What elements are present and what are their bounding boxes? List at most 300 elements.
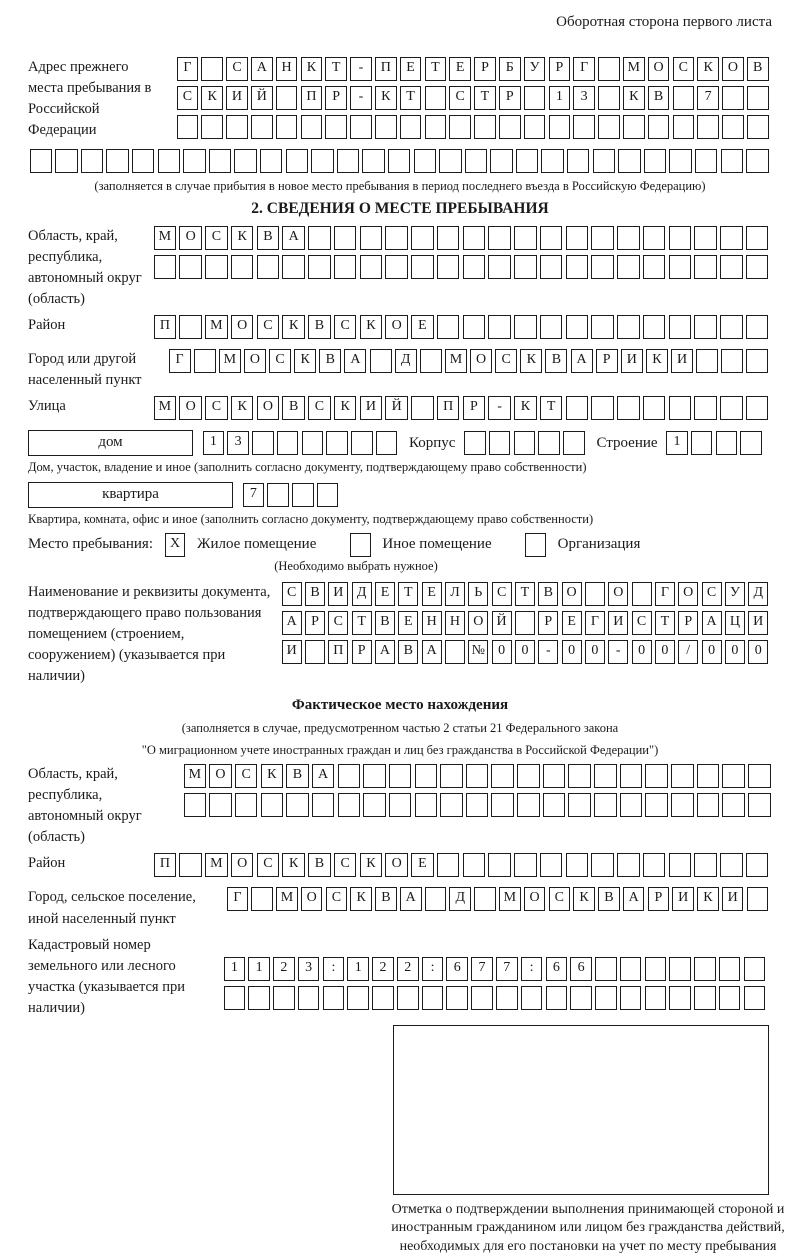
char-cell[interactable] bbox=[437, 226, 460, 250]
char-cell[interactable] bbox=[360, 255, 383, 279]
char-cell[interactable]: Т bbox=[325, 57, 347, 81]
char-cell[interactable]: Г bbox=[585, 611, 605, 635]
char-cell[interactable] bbox=[400, 115, 422, 139]
char-cell[interactable] bbox=[420, 349, 442, 373]
char-cell[interactable] bbox=[620, 793, 642, 817]
char-cell[interactable]: И bbox=[672, 887, 694, 911]
char-cell[interactable] bbox=[570, 986, 592, 1010]
char-cell[interactable]: В bbox=[308, 853, 331, 877]
char-cell[interactable]: X bbox=[165, 533, 186, 557]
char-cell[interactable] bbox=[697, 115, 719, 139]
char-cell[interactable] bbox=[277, 431, 299, 455]
stay-option-organization-checkbox[interactable] bbox=[524, 533, 548, 557]
char-cell[interactable] bbox=[257, 255, 280, 279]
char-cell[interactable] bbox=[617, 255, 640, 279]
char-cell[interactable] bbox=[671, 793, 693, 817]
char-cell[interactable] bbox=[645, 986, 667, 1010]
char-cell[interactable]: В bbox=[319, 349, 341, 373]
char-cell[interactable]: О bbox=[470, 349, 492, 373]
char-cell[interactable] bbox=[591, 853, 614, 877]
char-cell[interactable]: : bbox=[323, 957, 345, 981]
char-cell[interactable]: К bbox=[514, 396, 537, 420]
char-cell[interactable]: М bbox=[219, 349, 241, 373]
char-cell[interactable]: Р bbox=[305, 611, 325, 635]
char-cell[interactable] bbox=[694, 226, 717, 250]
char-cell[interactable] bbox=[669, 853, 692, 877]
char-cell[interactable] bbox=[292, 483, 314, 507]
char-cell[interactable]: Е bbox=[398, 611, 418, 635]
char-cell[interactable]: 3 bbox=[573, 86, 595, 110]
char-cell[interactable] bbox=[595, 957, 617, 981]
char-cell[interactable] bbox=[362, 149, 384, 173]
char-cell[interactable] bbox=[716, 431, 738, 455]
char-cell[interactable] bbox=[746, 349, 768, 373]
char-cell[interactable]: 6 bbox=[570, 957, 592, 981]
char-cell[interactable]: 7 bbox=[471, 957, 493, 981]
char-cell[interactable] bbox=[645, 793, 667, 817]
char-cell[interactable]: Р bbox=[648, 887, 670, 911]
char-cell[interactable]: М bbox=[205, 853, 228, 877]
char-cell[interactable] bbox=[224, 986, 246, 1010]
char-cell[interactable] bbox=[201, 115, 223, 139]
char-cell[interactable] bbox=[720, 853, 743, 877]
char-cell[interactable] bbox=[308, 226, 331, 250]
char-cell[interactable] bbox=[746, 315, 769, 339]
char-cell[interactable] bbox=[132, 149, 154, 173]
char-cell[interactable]: Р bbox=[678, 611, 698, 635]
char-cell[interactable]: 6 bbox=[446, 957, 468, 981]
char-cell[interactable] bbox=[491, 793, 513, 817]
char-cell[interactable] bbox=[540, 315, 563, 339]
char-cell[interactable]: Д bbox=[449, 887, 471, 911]
char-cell[interactable]: Д bbox=[352, 582, 372, 606]
char-cell[interactable]: А bbox=[623, 887, 645, 911]
char-cell[interactable]: В bbox=[257, 226, 280, 250]
char-cell[interactable]: 0 bbox=[748, 640, 768, 664]
char-cell[interactable]: О bbox=[468, 611, 488, 635]
char-cell[interactable] bbox=[595, 986, 617, 1010]
char-cell[interactable] bbox=[591, 315, 614, 339]
char-cell[interactable] bbox=[618, 149, 640, 173]
char-cell[interactable] bbox=[471, 986, 493, 1010]
char-cell[interactable] bbox=[440, 764, 462, 788]
char-cell[interactable] bbox=[177, 115, 199, 139]
char-cell[interactable]: А bbox=[312, 764, 334, 788]
char-cell[interactable] bbox=[437, 315, 460, 339]
char-cell[interactable]: 0 bbox=[562, 640, 582, 664]
char-cell[interactable]: К bbox=[282, 315, 305, 339]
char-cell[interactable] bbox=[235, 793, 257, 817]
char-cell[interactable] bbox=[194, 349, 216, 373]
char-cell[interactable] bbox=[617, 226, 640, 250]
char-cell[interactable] bbox=[748, 764, 770, 788]
char-cell[interactable]: Н bbox=[445, 611, 465, 635]
char-cell[interactable] bbox=[248, 986, 270, 1010]
char-cell[interactable] bbox=[488, 255, 511, 279]
char-cell[interactable]: О bbox=[231, 853, 254, 877]
char-cell[interactable] bbox=[644, 149, 666, 173]
char-cell[interactable]: Е bbox=[449, 57, 471, 81]
char-cell[interactable]: В bbox=[648, 86, 670, 110]
char-cell[interactable]: С bbox=[673, 57, 695, 81]
char-cell[interactable] bbox=[722, 793, 744, 817]
char-cell[interactable] bbox=[541, 149, 563, 173]
char-cell[interactable] bbox=[179, 255, 202, 279]
char-cell[interactable]: А bbox=[251, 57, 273, 81]
char-cell[interactable] bbox=[397, 986, 419, 1010]
char-cell[interactable] bbox=[488, 853, 511, 877]
char-cell[interactable] bbox=[514, 853, 537, 877]
char-cell[interactable]: Е bbox=[411, 315, 434, 339]
char-cell[interactable]: Г bbox=[177, 57, 199, 81]
char-cell[interactable] bbox=[415, 793, 437, 817]
char-cell[interactable] bbox=[474, 887, 496, 911]
char-cell[interactable] bbox=[251, 887, 273, 911]
char-cell[interactable] bbox=[491, 764, 513, 788]
char-cell[interactable]: - bbox=[350, 57, 372, 81]
char-cell[interactable] bbox=[695, 149, 717, 173]
char-cell[interactable]: К bbox=[375, 86, 397, 110]
char-cell[interactable]: Т bbox=[352, 611, 372, 635]
char-cell[interactable]: М bbox=[205, 315, 228, 339]
char-cell[interactable]: К bbox=[697, 887, 719, 911]
char-cell[interactable] bbox=[669, 315, 692, 339]
char-cell[interactable]: К bbox=[261, 764, 283, 788]
char-cell[interactable] bbox=[748, 793, 770, 817]
char-cell[interactable]: С bbox=[632, 611, 652, 635]
char-cell[interactable]: О bbox=[562, 582, 582, 606]
char-cell[interactable]: К bbox=[334, 396, 357, 420]
char-cell[interactable] bbox=[437, 853, 460, 877]
char-cell[interactable] bbox=[566, 255, 589, 279]
char-cell[interactable] bbox=[598, 57, 620, 81]
char-cell[interactable]: 1 bbox=[224, 957, 246, 981]
char-cell[interactable]: Б bbox=[499, 57, 521, 81]
char-cell[interactable]: О bbox=[722, 57, 744, 81]
char-cell[interactable] bbox=[517, 764, 539, 788]
char-cell[interactable]: М bbox=[154, 226, 177, 250]
char-cell[interactable] bbox=[311, 149, 333, 173]
char-cell[interactable] bbox=[464, 431, 486, 455]
char-cell[interactable] bbox=[106, 149, 128, 173]
char-cell[interactable] bbox=[568, 793, 590, 817]
char-cell[interactable]: В bbox=[305, 582, 325, 606]
char-cell[interactable] bbox=[490, 149, 512, 173]
char-cell[interactable]: И bbox=[282, 640, 302, 664]
char-cell[interactable]: Г bbox=[655, 582, 675, 606]
char-cell[interactable]: О bbox=[524, 887, 546, 911]
char-cell[interactable]: Ь bbox=[468, 582, 488, 606]
char-cell[interactable]: К bbox=[623, 86, 645, 110]
char-cell[interactable] bbox=[643, 315, 666, 339]
char-cell[interactable]: С bbox=[492, 582, 512, 606]
char-cell[interactable] bbox=[425, 887, 447, 911]
char-cell[interactable]: О bbox=[179, 396, 202, 420]
char-cell[interactable] bbox=[286, 793, 308, 817]
char-cell[interactable] bbox=[669, 226, 692, 250]
char-cell[interactable]: А bbox=[571, 349, 593, 373]
char-cell[interactable] bbox=[620, 957, 642, 981]
char-cell[interactable] bbox=[325, 115, 347, 139]
char-cell[interactable]: Н bbox=[422, 611, 442, 635]
char-cell[interactable]: К bbox=[573, 887, 595, 911]
char-cell[interactable] bbox=[337, 149, 359, 173]
char-cell[interactable]: Т bbox=[398, 582, 418, 606]
char-cell[interactable] bbox=[440, 793, 462, 817]
char-cell[interactable] bbox=[425, 86, 447, 110]
char-cell[interactable]: 2 bbox=[397, 957, 419, 981]
char-cell[interactable] bbox=[282, 255, 305, 279]
char-cell[interactable] bbox=[540, 255, 563, 279]
char-cell[interactable]: И bbox=[360, 396, 383, 420]
char-cell[interactable] bbox=[720, 396, 743, 420]
char-cell[interactable] bbox=[463, 226, 486, 250]
char-cell[interactable] bbox=[422, 986, 444, 1010]
char-cell[interactable] bbox=[747, 887, 769, 911]
char-cell[interactable] bbox=[540, 853, 563, 877]
char-cell[interactable]: - bbox=[488, 396, 511, 420]
char-cell[interactable]: 3 bbox=[227, 431, 249, 455]
char-cell[interactable]: С bbox=[235, 764, 257, 788]
char-cell[interactable]: / bbox=[678, 640, 698, 664]
char-cell[interactable]: А bbox=[375, 640, 395, 664]
char-cell[interactable] bbox=[671, 764, 693, 788]
char-cell[interactable] bbox=[720, 255, 743, 279]
char-cell[interactable] bbox=[179, 853, 202, 877]
char-cell[interactable] bbox=[524, 86, 546, 110]
char-cell[interactable] bbox=[740, 431, 762, 455]
char-cell[interactable]: У bbox=[524, 57, 546, 81]
char-cell[interactable] bbox=[722, 86, 744, 110]
char-cell[interactable]: М bbox=[623, 57, 645, 81]
char-cell[interactable]: 0 bbox=[702, 640, 722, 664]
char-cell[interactable]: И bbox=[608, 611, 628, 635]
char-cell[interactable]: С bbox=[226, 57, 248, 81]
char-cell[interactable]: Е bbox=[400, 57, 422, 81]
char-cell[interactable] bbox=[566, 226, 589, 250]
char-cell[interactable] bbox=[567, 149, 589, 173]
char-cell[interactable] bbox=[694, 255, 717, 279]
char-cell[interactable] bbox=[585, 582, 605, 606]
char-cell[interactable] bbox=[298, 986, 320, 1010]
char-cell[interactable] bbox=[694, 986, 716, 1010]
char-cell[interactable] bbox=[496, 986, 518, 1010]
char-cell[interactable] bbox=[312, 793, 334, 817]
char-cell[interactable] bbox=[691, 431, 713, 455]
char-cell[interactable] bbox=[317, 483, 339, 507]
char-cell[interactable] bbox=[746, 255, 769, 279]
char-cell[interactable]: О bbox=[678, 582, 698, 606]
char-cell[interactable] bbox=[466, 793, 488, 817]
char-cell[interactable] bbox=[721, 349, 743, 373]
char-cell[interactable] bbox=[376, 431, 398, 455]
char-cell[interactable] bbox=[184, 793, 206, 817]
char-cell[interactable] bbox=[302, 431, 324, 455]
char-cell[interactable]: : bbox=[521, 957, 543, 981]
char-cell[interactable] bbox=[415, 764, 437, 788]
char-cell[interactable]: А bbox=[702, 611, 722, 635]
char-cell[interactable]: В bbox=[747, 57, 769, 81]
char-cell[interactable] bbox=[466, 764, 488, 788]
char-cell[interactable]: О bbox=[608, 582, 628, 606]
char-cell[interactable]: 7 bbox=[496, 957, 518, 981]
char-cell[interactable] bbox=[669, 957, 691, 981]
char-cell[interactable] bbox=[55, 149, 77, 173]
char-cell[interactable]: К bbox=[294, 349, 316, 373]
char-cell[interactable] bbox=[598, 86, 620, 110]
char-cell[interactable] bbox=[721, 149, 743, 173]
char-cell[interactable]: 2 bbox=[372, 957, 394, 981]
char-cell[interactable]: № bbox=[468, 640, 488, 664]
char-cell[interactable]: Й bbox=[492, 611, 512, 635]
char-cell[interactable] bbox=[260, 149, 282, 173]
char-cell[interactable] bbox=[591, 396, 614, 420]
char-cell[interactable] bbox=[411, 226, 434, 250]
char-cell[interactable] bbox=[524, 115, 546, 139]
char-cell[interactable] bbox=[719, 957, 741, 981]
char-cell[interactable]: С bbox=[702, 582, 722, 606]
char-cell[interactable] bbox=[720, 226, 743, 250]
char-cell[interactable]: Р bbox=[596, 349, 618, 373]
char-cell[interactable]: 0 bbox=[632, 640, 652, 664]
char-cell[interactable] bbox=[389, 793, 411, 817]
char-cell[interactable] bbox=[334, 255, 357, 279]
char-cell[interactable]: Т bbox=[474, 86, 496, 110]
char-cell[interactable] bbox=[645, 957, 667, 981]
char-cell[interactable]: Т bbox=[540, 396, 563, 420]
char-cell[interactable]: Г bbox=[573, 57, 595, 81]
char-cell[interactable] bbox=[566, 396, 589, 420]
char-cell[interactable] bbox=[746, 149, 768, 173]
char-cell[interactable]: О bbox=[257, 396, 280, 420]
char-cell[interactable] bbox=[720, 315, 743, 339]
char-cell[interactable]: 7 bbox=[243, 483, 265, 507]
char-cell[interactable]: К bbox=[697, 57, 719, 81]
char-cell[interactable] bbox=[632, 582, 652, 606]
char-cell[interactable]: 1 bbox=[666, 431, 688, 455]
char-cell[interactable]: С bbox=[205, 226, 228, 250]
char-cell[interactable]: С bbox=[328, 611, 348, 635]
char-cell[interactable] bbox=[209, 793, 231, 817]
char-cell[interactable] bbox=[568, 764, 590, 788]
char-cell[interactable]: И bbox=[226, 86, 248, 110]
char-cell[interactable] bbox=[540, 226, 563, 250]
char-cell[interactable] bbox=[697, 764, 719, 788]
char-cell[interactable]: В bbox=[308, 315, 331, 339]
char-cell[interactable]: Т bbox=[425, 57, 447, 81]
char-cell[interactable] bbox=[617, 853, 640, 877]
char-cell[interactable]: М bbox=[445, 349, 467, 373]
char-cell[interactable] bbox=[425, 115, 447, 139]
char-cell[interactable]: С bbox=[205, 396, 228, 420]
char-cell[interactable]: 3 bbox=[298, 957, 320, 981]
char-cell[interactable]: Р bbox=[463, 396, 486, 420]
char-cell[interactable] bbox=[514, 255, 537, 279]
char-cell[interactable]: 0 bbox=[515, 640, 535, 664]
char-cell[interactable]: И bbox=[328, 582, 348, 606]
char-cell[interactable] bbox=[643, 226, 666, 250]
char-cell[interactable] bbox=[673, 86, 695, 110]
char-cell[interactable] bbox=[463, 315, 486, 339]
char-cell[interactable] bbox=[648, 115, 670, 139]
char-cell[interactable]: Р bbox=[325, 86, 347, 110]
char-cell[interactable]: С bbox=[177, 86, 199, 110]
char-cell[interactable] bbox=[252, 431, 274, 455]
char-cell[interactable] bbox=[388, 149, 410, 173]
char-cell[interactable]: В bbox=[375, 887, 397, 911]
char-cell[interactable]: Л bbox=[445, 582, 465, 606]
char-cell[interactable]: 0 bbox=[585, 640, 605, 664]
char-cell[interactable]: К bbox=[231, 396, 254, 420]
char-cell[interactable] bbox=[594, 764, 616, 788]
char-cell[interactable] bbox=[276, 86, 298, 110]
char-cell[interactable]: Р bbox=[549, 57, 571, 81]
char-cell[interactable]: П bbox=[154, 315, 177, 339]
char-cell[interactable]: П bbox=[437, 396, 460, 420]
char-cell[interactable] bbox=[350, 115, 372, 139]
char-cell[interactable]: А bbox=[422, 640, 442, 664]
char-cell[interactable] bbox=[514, 431, 536, 455]
char-cell[interactable] bbox=[231, 255, 254, 279]
char-cell[interactable]: 0 bbox=[492, 640, 512, 664]
char-cell[interactable] bbox=[514, 315, 537, 339]
char-cell[interactable]: Д bbox=[395, 349, 417, 373]
char-cell[interactable] bbox=[594, 793, 616, 817]
char-cell[interactable] bbox=[744, 986, 766, 1010]
char-cell[interactable] bbox=[158, 149, 180, 173]
char-cell[interactable]: В bbox=[545, 349, 567, 373]
char-cell[interactable]: К bbox=[301, 57, 323, 81]
char-cell[interactable]: : bbox=[422, 957, 444, 981]
char-cell[interactable] bbox=[694, 396, 717, 420]
char-cell[interactable] bbox=[385, 226, 408, 250]
char-cell[interactable]: 1 bbox=[347, 957, 369, 981]
char-cell[interactable]: С bbox=[549, 887, 571, 911]
char-cell[interactable]: К bbox=[231, 226, 254, 250]
char-cell[interactable]: О bbox=[179, 226, 202, 250]
char-cell[interactable]: Р bbox=[538, 611, 558, 635]
char-cell[interactable] bbox=[234, 149, 256, 173]
char-cell[interactable] bbox=[334, 226, 357, 250]
char-cell[interactable] bbox=[617, 396, 640, 420]
char-cell[interactable] bbox=[437, 255, 460, 279]
char-cell[interactable]: П bbox=[328, 640, 348, 664]
char-cell[interactable]: Т bbox=[400, 86, 422, 110]
char-cell[interactable]: С bbox=[495, 349, 517, 373]
char-cell[interactable]: В bbox=[398, 640, 418, 664]
char-cell[interactable] bbox=[446, 986, 468, 1010]
char-cell[interactable]: С bbox=[334, 853, 357, 877]
char-cell[interactable]: Г bbox=[227, 887, 249, 911]
char-cell[interactable]: Т bbox=[515, 582, 535, 606]
char-cell[interactable]: А bbox=[282, 611, 302, 635]
char-cell[interactable] bbox=[351, 431, 373, 455]
char-cell[interactable]: В bbox=[286, 764, 308, 788]
char-cell[interactable]: Е bbox=[562, 611, 582, 635]
char-cell[interactable] bbox=[179, 315, 202, 339]
char-cell[interactable]: А bbox=[400, 887, 422, 911]
char-cell[interactable] bbox=[617, 315, 640, 339]
char-cell[interactable] bbox=[347, 986, 369, 1010]
char-cell[interactable] bbox=[154, 255, 177, 279]
char-cell[interactable] bbox=[323, 986, 345, 1010]
char-cell[interactable] bbox=[643, 853, 666, 877]
char-cell[interactable]: Й bbox=[385, 396, 408, 420]
char-cell[interactable] bbox=[747, 86, 769, 110]
char-cell[interactable]: К bbox=[350, 887, 372, 911]
char-cell[interactable]: М bbox=[276, 887, 298, 911]
char-cell[interactable] bbox=[308, 255, 331, 279]
